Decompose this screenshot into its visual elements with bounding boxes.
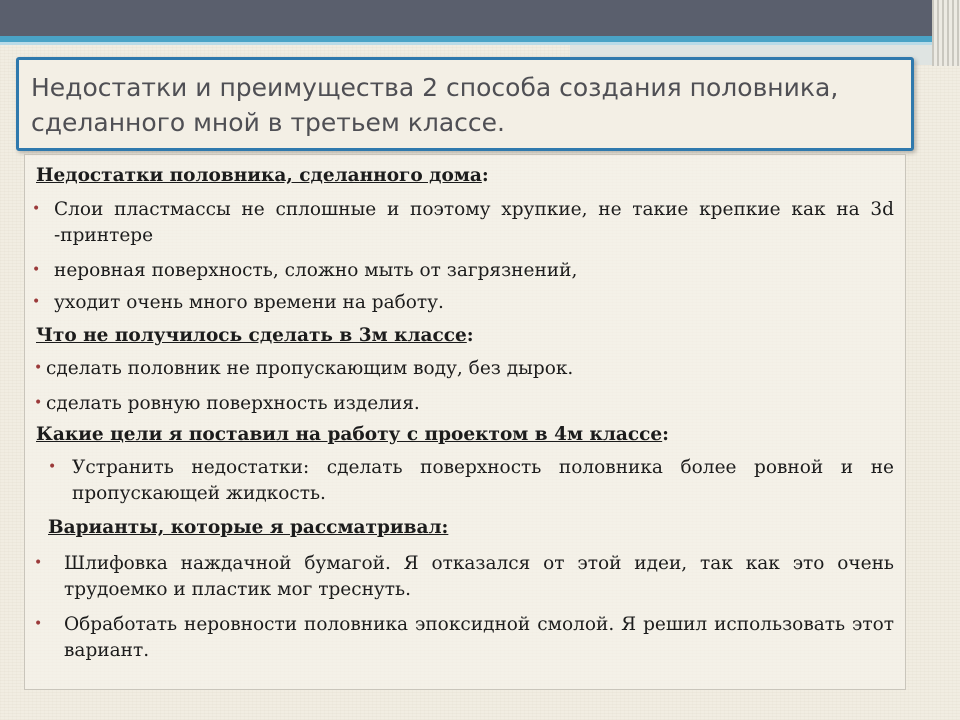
bullet-icon: • bbox=[48, 459, 57, 475]
bullet-icon: • bbox=[34, 616, 43, 632]
section-heading-failures: Что не получилось сделать в 3м классе: bbox=[36, 325, 474, 346]
list-item: Шлифовка наждачной бумагой. Я отказался от этой идеи, так как это очень трудоемко и пластик мог треснуть. bbox=[64, 553, 894, 600]
section-heading-goals: Какие цели я поставил на работу с проектом в 4м классе: bbox=[36, 424, 670, 445]
bullet-icon: • bbox=[34, 395, 43, 411]
list-item: уходит очень много времени на работу. bbox=[54, 292, 444, 313]
list-item: сделать ровную поверхность изделия. bbox=[46, 393, 420, 414]
slide-title: Недостатки и преимущества 2 способа создания половника, сделанного мной в третьем классе. bbox=[31, 73, 839, 137]
list-item: сделать половник не пропускающим воду, без дырок. bbox=[46, 358, 574, 379]
bullet-icon: • bbox=[32, 201, 41, 217]
bullet-icon: • bbox=[32, 294, 41, 310]
list-item: Обработать неровности половника эпоксидной смолой. Я решил использовать этот вариант. bbox=[64, 614, 894, 661]
section-heading-drawbacks: Недостатки половника, сделанного дома: bbox=[36, 165, 489, 186]
list-item: Слои пластмассы не сплошные и поэтому хрупкие, не такие крепкие как на 3d -принтере bbox=[54, 199, 894, 246]
decorative-stripes bbox=[932, 0, 960, 66]
list-item: неровная поверхность, сложно мыть от загрязнений, bbox=[54, 260, 578, 281]
bullet-icon: • bbox=[34, 360, 43, 376]
top-bar bbox=[0, 0, 960, 36]
bullet-icon: • bbox=[34, 555, 43, 571]
bullet-icon: • bbox=[32, 262, 41, 278]
section-heading-options: Варианты, которые я рассматривал: bbox=[48, 517, 449, 538]
list-item: Устранить недостатки: сделать поверхность половника более ровной и не пропускающей жидкость. bbox=[72, 457, 894, 504]
title-box bbox=[16, 57, 914, 151]
